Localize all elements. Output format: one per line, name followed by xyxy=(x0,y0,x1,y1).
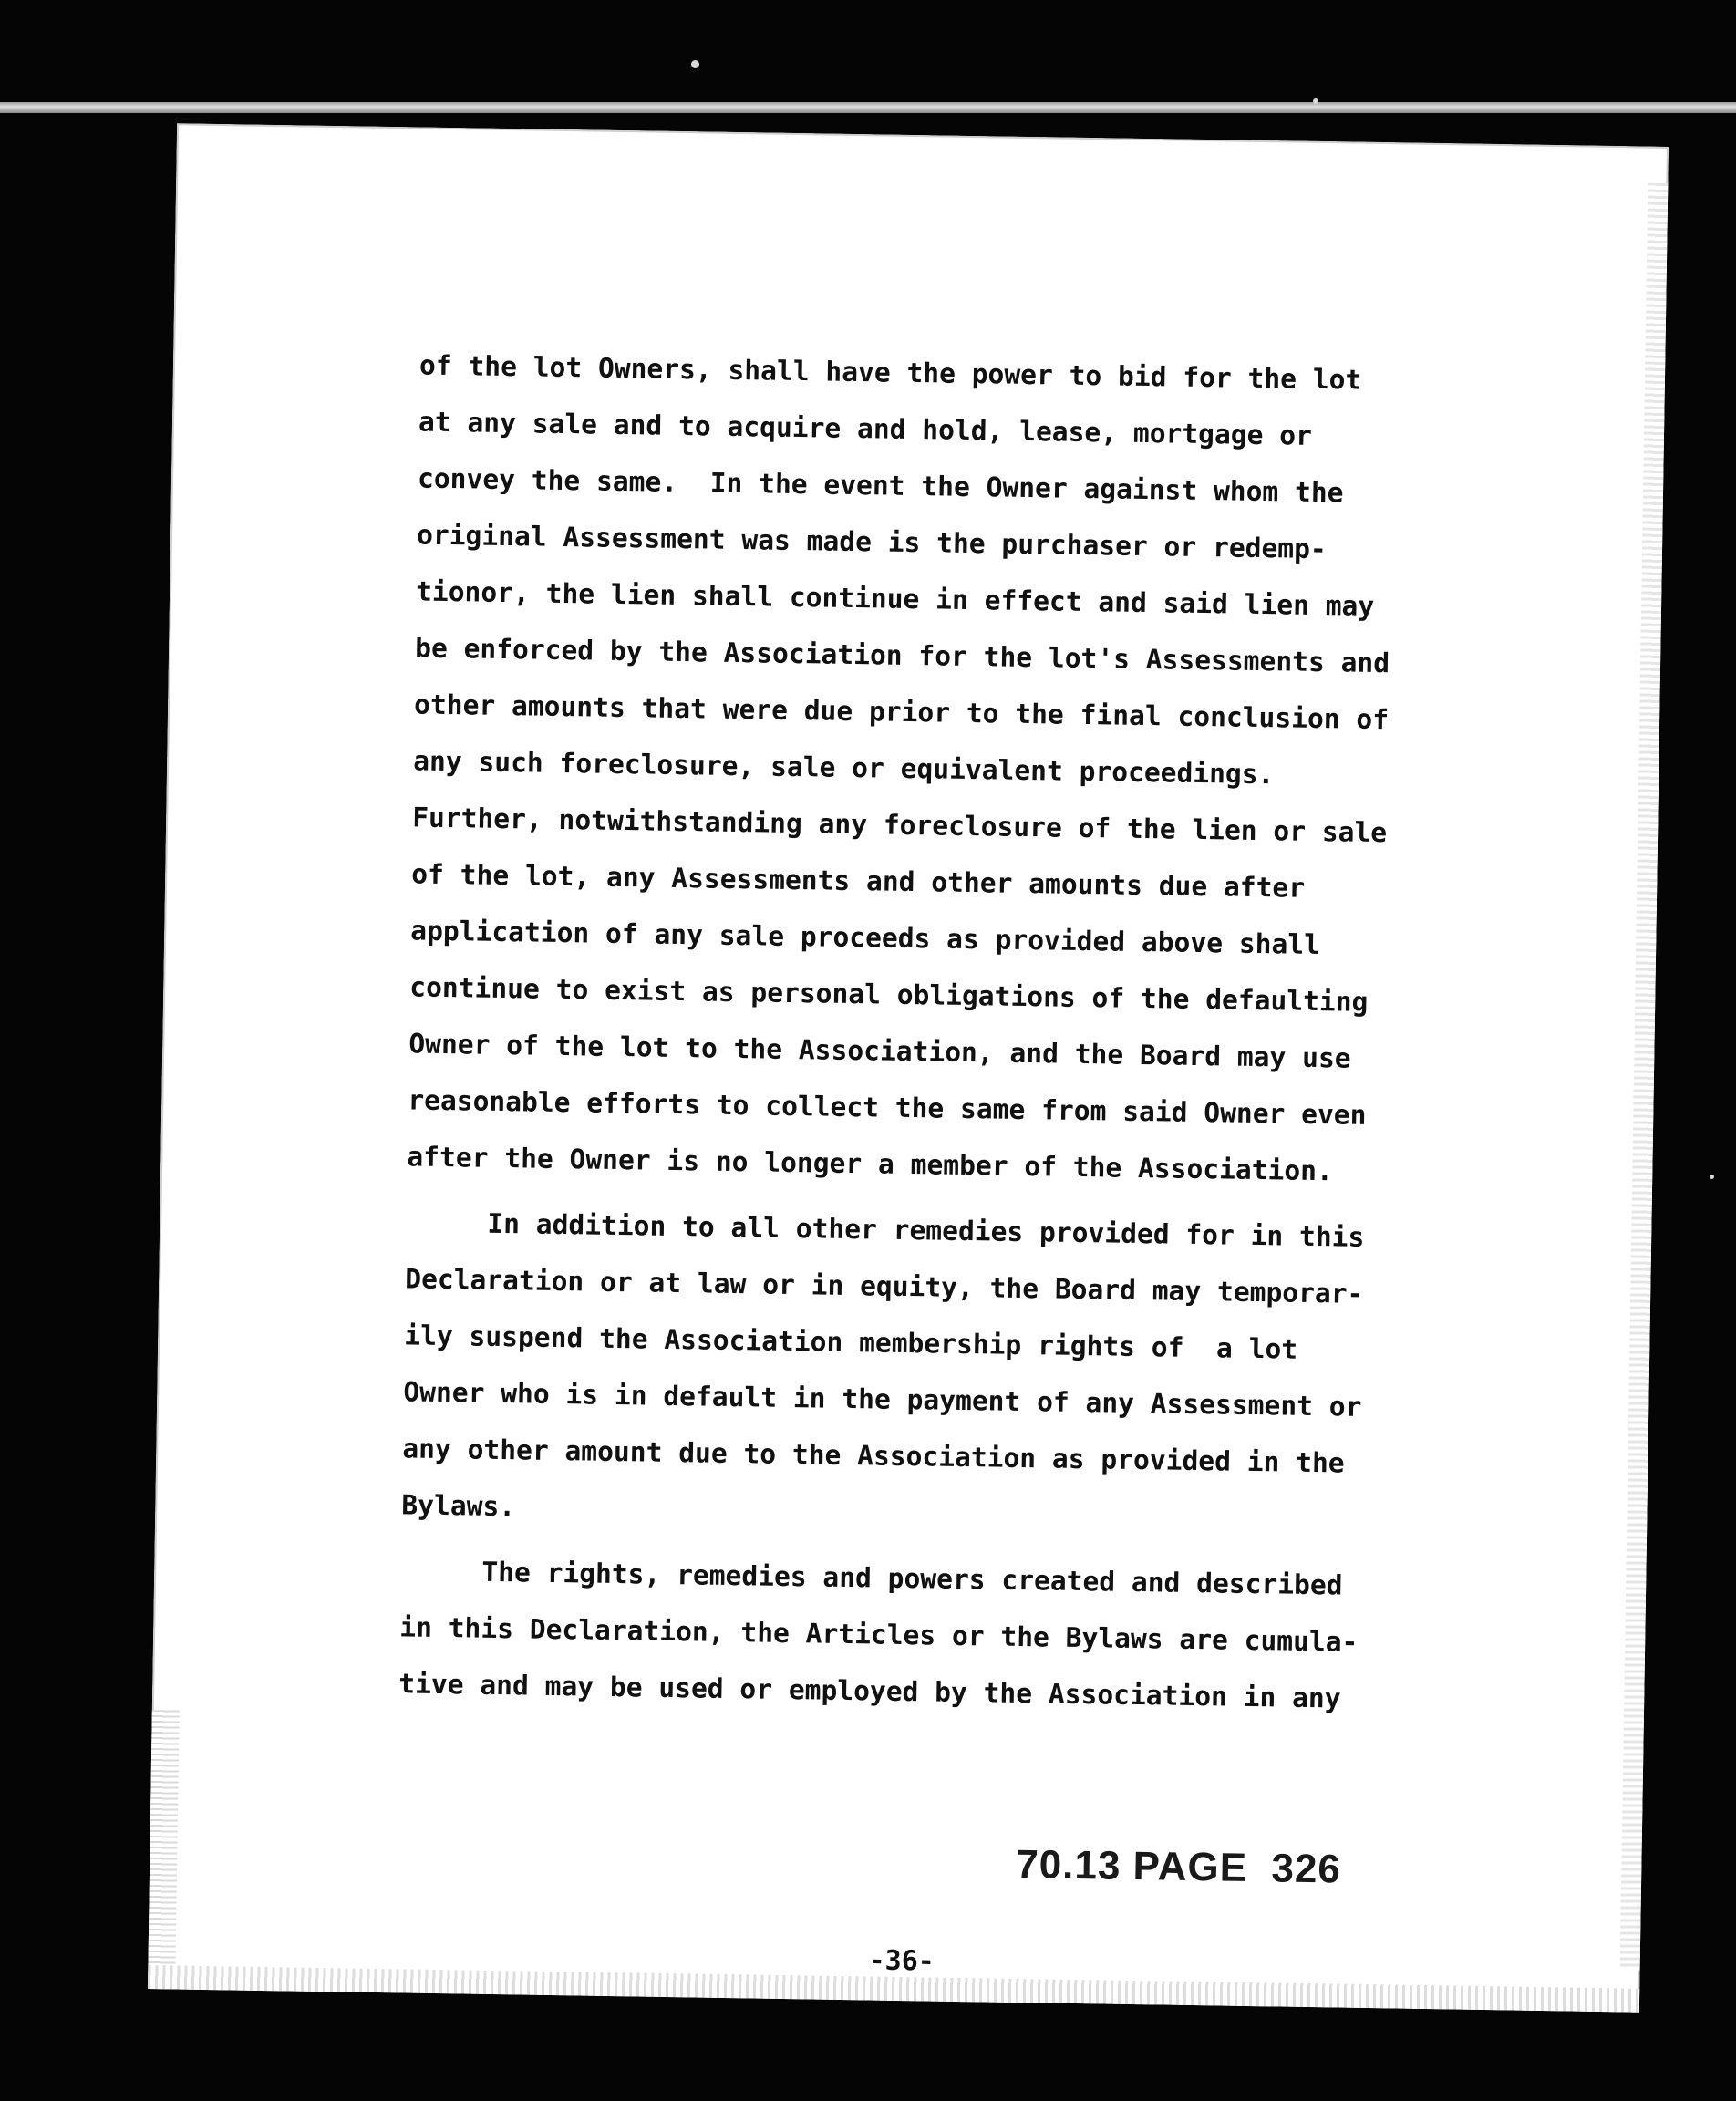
text-line: tionor, the lien shall continue in effect and said lien may xyxy=(415,575,1375,622)
text-line: of the lot Owners, shall have the power to bid for the lot xyxy=(418,349,1362,396)
text-line: convey the same. In the event the Owner against whom the xyxy=(417,462,1344,509)
scanner-edge-rule xyxy=(0,102,1736,113)
text-line: Owner who is in default in the payment of any Assessment or xyxy=(403,1376,1362,1423)
text-line: in this Declaration, the Articles or the Bylaws are cumula- xyxy=(399,1611,1359,1658)
scan-speck xyxy=(1710,1175,1714,1179)
page-number: -36- xyxy=(868,1944,935,1978)
page-scan-edge-left xyxy=(148,1710,180,1983)
text-line: tive and may be used or employed by the Association in any xyxy=(398,1668,1341,1714)
text-line: ily suspend the Association membership rights of a lot xyxy=(404,1320,1298,1365)
text-line: Owner of the lot to the Association, and the Board may use xyxy=(408,1028,1351,1074)
text-line: any other amount due to the Association as provided in the xyxy=(402,1433,1345,1479)
text-line: continue to exist as personal obligations of the defaulting xyxy=(409,971,1369,1018)
text-line: Declaration or at law or in equity, the Board may temporar- xyxy=(405,1263,1364,1309)
text-line: reasonable efforts to collect the same from said Owner even xyxy=(408,1084,1367,1131)
text-line: original Assessment was made is the purchaser or redemp- xyxy=(416,519,1328,565)
text-line: The rights, remedies and powers created and described xyxy=(400,1555,1343,1601)
text-line: at any sale and to acquire and hold, lease, mortgage or xyxy=(418,406,1313,451)
text-line: after the Owner is no longer a member of the Association. xyxy=(407,1141,1334,1187)
scanned-document-page xyxy=(148,123,1669,2012)
text-line: any such foreclosure, sale or equivalent proceedings. xyxy=(412,745,1275,791)
text-line: In addition to all other remedies provided for in this xyxy=(406,1206,1365,1253)
text-line: Further, notwithstanding any foreclosure of the lien or sale xyxy=(411,802,1388,849)
book-page-stamp: 70.13 PAGE 326 xyxy=(1015,1841,1342,1892)
document-body-text xyxy=(398,336,1496,1728)
page-scan-edge-right xyxy=(1620,183,1669,1971)
text-line: application of any sale proceeds as provided above shall xyxy=(410,915,1321,961)
text-line: of the lot, any Assessments and other amounts due after xyxy=(411,858,1306,904)
text-line: other amounts that were due prior to the final conclusion of xyxy=(413,688,1390,736)
scan-speck xyxy=(1313,98,1318,104)
text-line: be enforced by the Association for the lot's Assessments and xyxy=(414,632,1390,679)
scan-speck xyxy=(691,60,699,68)
text-line: Bylaws. xyxy=(401,1489,516,1523)
